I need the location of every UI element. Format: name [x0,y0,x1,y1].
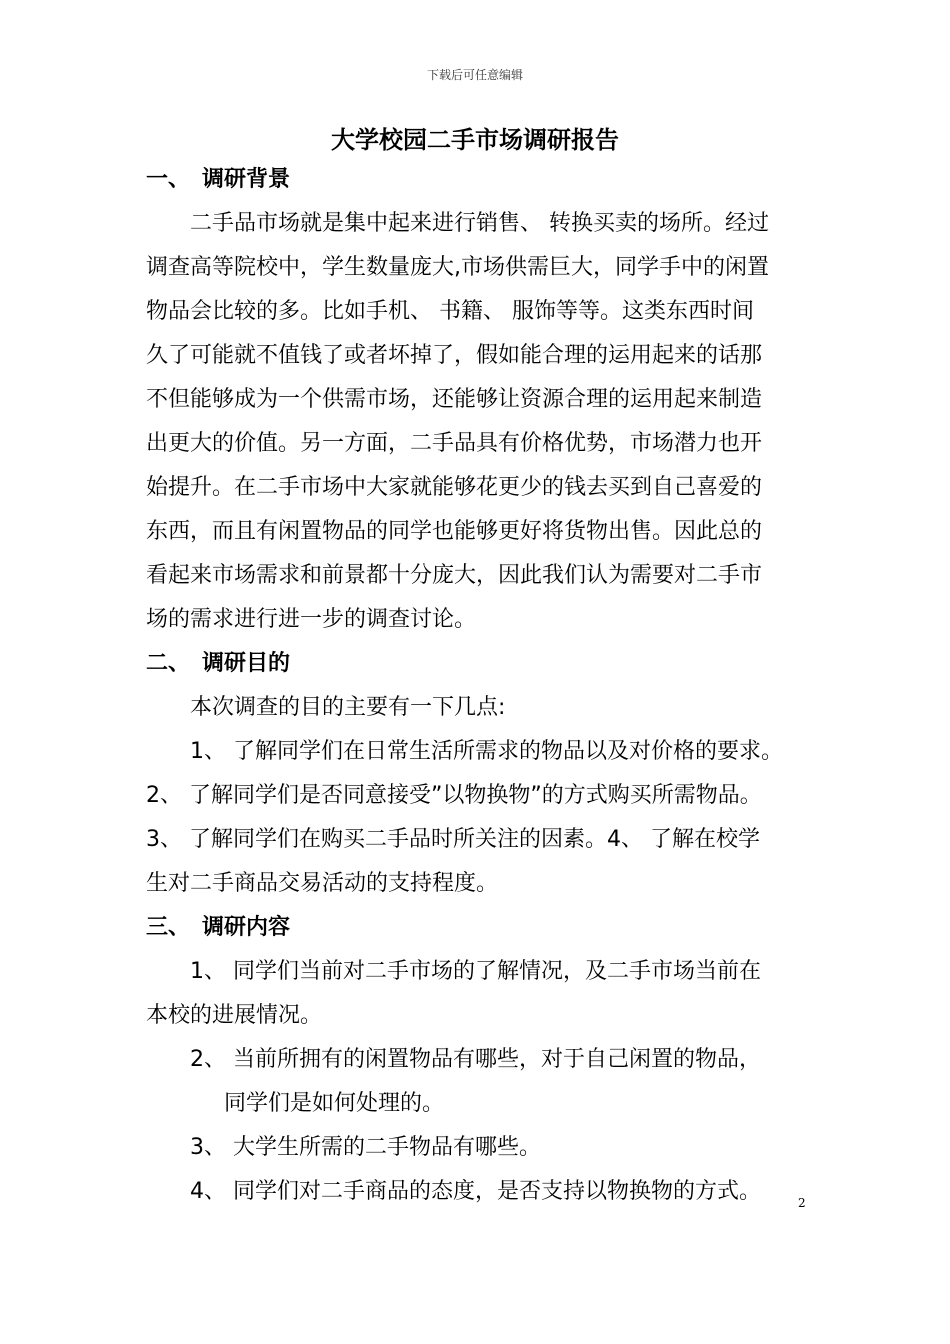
paragraph-line: 二手品市场就是集中起来进行销售、 转换买卖的场所。经过 [190,211,769,236]
document-title: 大学校园二手市场调研报告 [331,126,619,154]
content-item-line: 3、 大学生所需的二手物品有哪些。 [190,1135,541,1160]
purpose-item: 2、 了解同学们是否同意接受”以物换物”的方式购买所需物品。 [146,783,762,808]
section-number: 一、 [146,167,191,192]
page-number: 2 [798,1196,806,1210]
paragraph-line: 调查高等院校中，学生数量庞大,市场供需巨大，同学手中的闲置 [146,255,769,280]
section-heading-purpose [146,642,826,686]
content-item-line: 2、 当前所拥有的闲置物品有哪些，对于自己闲置的物品， [190,1047,761,1072]
purpose-item: 生对二手商品交易活动的支持程度。 [146,871,499,896]
section-title: 调研背景 [202,167,291,192]
paragraph-line: 物品会比较的多。比如手机、 书籍、 服饰等等。这类东西时间 [146,299,754,324]
paragraph-line: 看起来市场需求和前景都十分庞大，因此我们认为需要对二手市 [146,563,763,588]
content-item-line: 1、 同学们当前对二手市场的了解情况，及二手市场当前在 [190,959,761,984]
paragraph-line: 不但能够成为一个供需市场，还能够让资源合理的运用起来制造 [146,387,763,412]
purpose-item: 3、 了解同学们在购买二手品时所关注的因素。4、 了解在校学 [146,827,760,852]
content-item-line: 本校的进展情况。 [146,1003,323,1028]
document-body [146,158,826,1214]
background-paragraph [146,202,826,642]
paragraph-line: 场的需求进行进一步的调查讨论。 [146,607,477,632]
paragraph-line: 出更大的价值。另一方面，二手品具有价格优势，市场潜力也开 [146,431,763,456]
purpose-item: 1、 了解同学们在日常生活所需求的物品以及对价格的要求。 [190,739,783,764]
section-title: 调研目的 [202,651,291,676]
section-title: 调研内容 [202,915,291,940]
purpose-intro: 本次调查的目的主要有一下几点: [190,695,506,720]
header-note: 下载后可任意编辑 [426,68,523,82]
paragraph-line: 始提升。在二手市场中大家就能够花更少的钱去买到自己喜爱的 [146,475,763,500]
paragraph-line: 久了可能就不值钱了或者坏掉了，假如能合理的运用起来的话那 [146,343,763,368]
section-heading-content [146,906,826,950]
section-number: 二、 [146,651,191,676]
content-item-line: 同学们是如何处理的。 [224,1091,445,1116]
section-number: 三、 [146,915,191,940]
section-heading-background [146,158,826,202]
paragraph-line: 东西，而且有闲置物品的同学也能够更好将货物出售。因此总的 [146,519,763,544]
content-item-line: 4、 同学们对二手商品的态度，是否支持以物换物的方式。 [190,1179,761,1204]
